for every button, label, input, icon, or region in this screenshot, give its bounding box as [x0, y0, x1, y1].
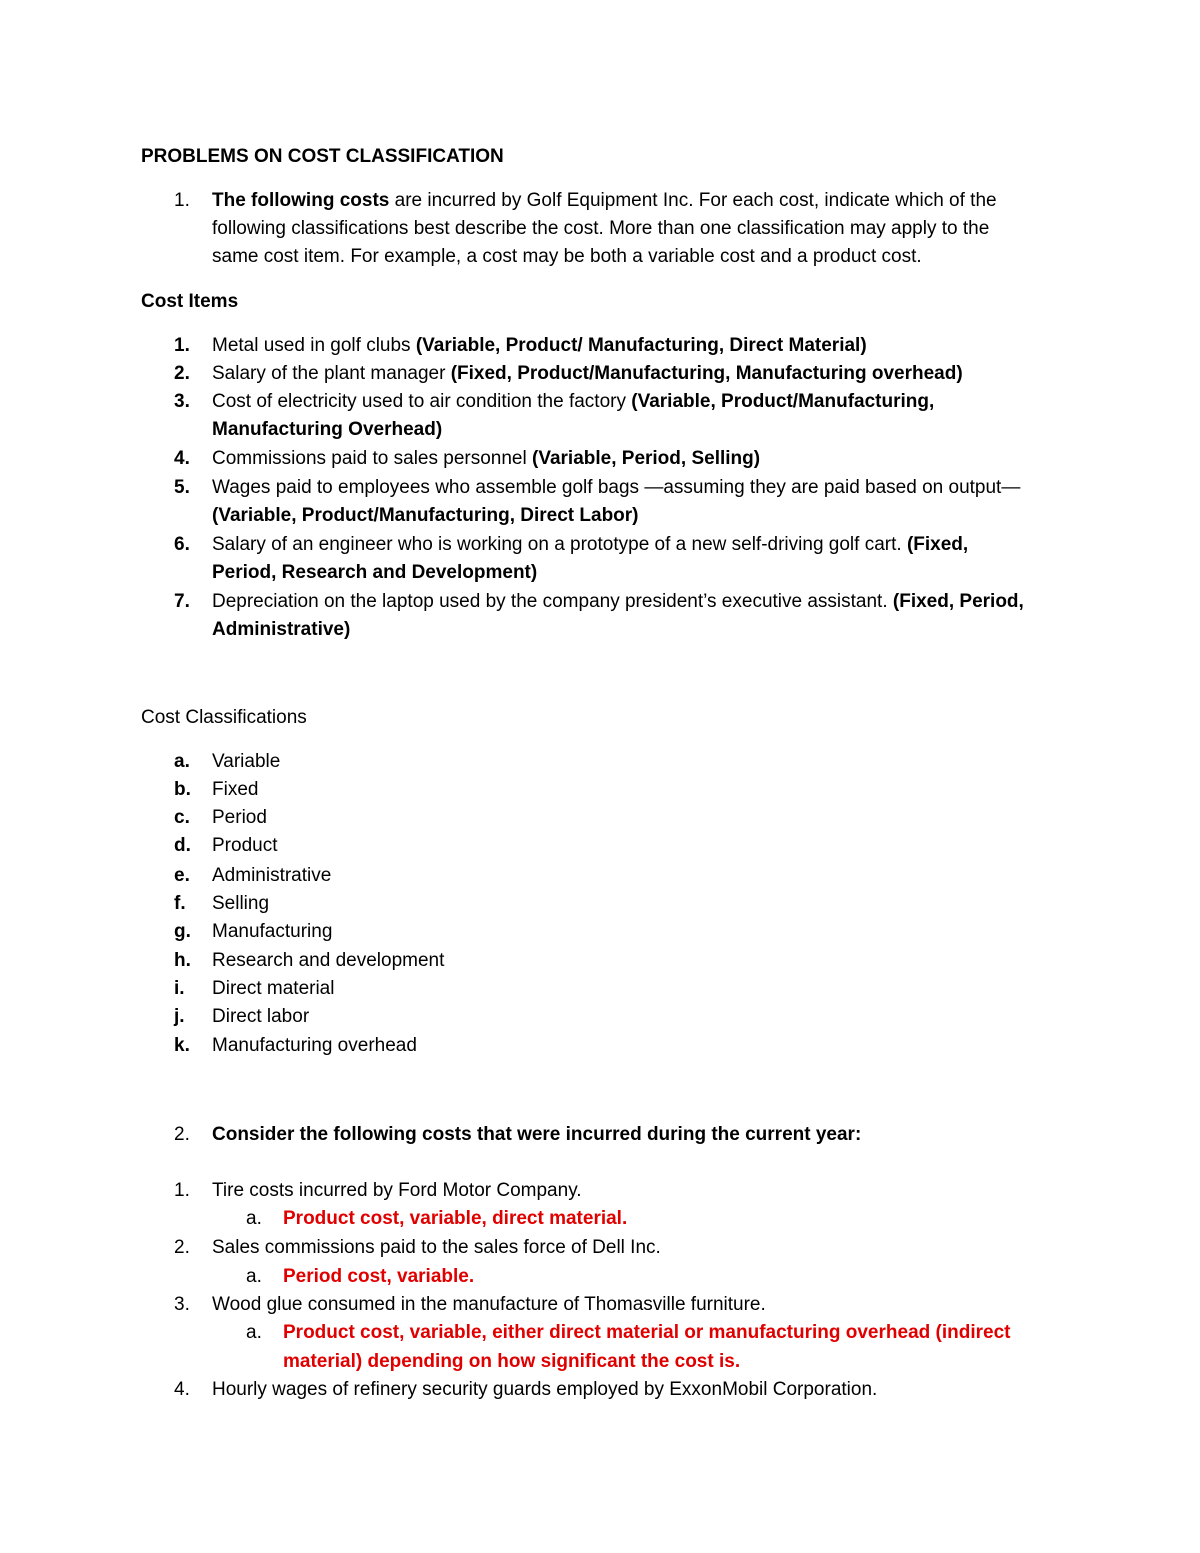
list-item-number: 2. — [174, 363, 190, 384]
problem-1-lead: The following costs — [212, 190, 390, 211]
list-item-letter: a. — [174, 751, 190, 772]
list-item: Period — [212, 807, 267, 828]
answer-text: Period cost, variable. — [283, 1266, 475, 1287]
list-item-letter: j. — [174, 1006, 185, 1027]
list-item: Research and development — [212, 950, 445, 971]
cost-item-answer: (Variable, Product/Manufacturing, — [631, 391, 935, 412]
answer-label: a. — [246, 1266, 262, 1287]
list-item-number: 6. — [174, 534, 190, 555]
cost-item-text: Commissions paid to sales personnel — [212, 448, 532, 469]
list-item-number: 3. — [174, 1294, 190, 1315]
cost-item-answer-continued: Period, Research and Development) — [212, 562, 538, 583]
problem-1-line-1 — [212, 190, 997, 212]
problem-number: 1. — [174, 190, 190, 211]
list-item: Selling — [212, 893, 270, 914]
section-heading-cost-items: Cost Items — [141, 291, 239, 312]
cost-item-text: Depreciation on the laptop used by the company president’s executive assistant. — [212, 591, 893, 612]
problem-1-line-2: following classifications best describe the cost. More than one classification may apply to the — [212, 218, 990, 239]
cost-item-text: Wages paid to employees who assemble golf bags —assuming they are paid based on output— — [212, 477, 1021, 498]
list-item-number: 5. — [174, 477, 190, 498]
list-item-number: 3. — [174, 391, 190, 412]
answer-text-continued: material) depending on how significant the cost is. — [283, 1351, 741, 1372]
list-item — [212, 591, 1024, 613]
page-title: PROBLEMS ON COST CLASSIFICATION — [141, 146, 504, 167]
cost-item-answer-continued: (Variable, Product/Manufacturing, Direct Labor) — [212, 505, 639, 526]
problem-1-line-1-rest: are incurred by Golf Equipment Inc. For each cost, indicate which of the — [389, 190, 997, 211]
cost-item-answer: (Fixed, Period, — [892, 591, 1024, 612]
answer-label: a. — [246, 1322, 262, 1343]
list-item: Manufacturing overhead — [212, 1035, 417, 1056]
list-item-number: 1. — [174, 335, 190, 356]
list-item-letter: d. — [174, 835, 191, 856]
list-item-letter: k. — [174, 1035, 190, 1056]
answer-text: Product cost, variable, direct material. — [283, 1208, 628, 1229]
problem-2-text: Consider the following costs that were incurred during the current year: — [212, 1124, 862, 1145]
list-item: Tire costs incurred by Ford Motor Company. — [212, 1180, 582, 1201]
list-item — [212, 391, 934, 413]
section-heading-classifications: Cost Classifications — [141, 707, 307, 728]
cost-item-answer: (Variable, Product/ Manufacturing, Direct Material) — [415, 335, 867, 356]
list-item: Direct labor — [212, 1006, 310, 1027]
list-item — [212, 534, 968, 556]
list-item: Sales commissions paid to the sales force of Dell Inc. — [212, 1237, 661, 1258]
list-item-letter: f. — [174, 893, 186, 914]
list-item-letter: h. — [174, 950, 191, 971]
cost-item-answer-continued: Manufacturing Overhead) — [212, 419, 443, 440]
cost-item-answer-continued: Administrative) — [212, 619, 351, 640]
list-item: Administrative — [212, 865, 332, 886]
list-item-number: 7. — [174, 591, 190, 612]
list-item: Variable — [212, 751, 281, 772]
list-item-letter: c. — [174, 807, 190, 828]
list-item-number: 2. — [174, 1237, 190, 1258]
list-item-number: 4. — [174, 1379, 190, 1400]
cost-item-answer: (Variable, Period, Selling) — [532, 448, 761, 469]
list-item — [212, 335, 867, 357]
list-item: Hourly wages of refinery security guards employed by ExxonMobil Corporation. — [212, 1379, 878, 1400]
answer-text: Product cost, variable, either direct material or manufacturing overhead (indirect — [283, 1322, 1011, 1343]
list-item: Fixed — [212, 779, 259, 800]
list-item: Product — [212, 835, 278, 856]
list-item: Direct material — [212, 978, 335, 999]
answer-label: a. — [246, 1208, 262, 1229]
cost-item-text: Salary of the plant manager — [212, 363, 451, 384]
cost-item-answer: (Fixed, — [906, 534, 969, 555]
cost-item-answer: (Fixed, Product/Manufacturing, Manufacturing overhead) — [450, 363, 963, 384]
cost-item-text: Cost of electricity used to air condition the factory — [212, 391, 632, 412]
cost-item-text: Metal used in golf clubs — [212, 335, 416, 356]
problem-number: 2. — [174, 1124, 190, 1145]
list-item-letter: b. — [174, 779, 191, 800]
cost-item-text: Salary of an engineer who is working on a prototype of a new self-driving golf cart. — [212, 534, 907, 555]
list-item-letter: i. — [174, 978, 185, 999]
list-item-number: 1. — [174, 1180, 190, 1201]
list-item: Wood glue consumed in the manufacture of Thomasville furniture. — [212, 1294, 766, 1315]
list-item — [212, 363, 963, 385]
list-item-number: 4. — [174, 448, 190, 469]
list-item-letter: g. — [174, 921, 191, 942]
list-item — [212, 448, 760, 470]
list-item-letter: e. — [174, 865, 190, 886]
problem-1-line-3: same cost item. For example, a cost may be both a variable cost and a product cost. — [212, 246, 922, 267]
list-item: Manufacturing — [212, 921, 333, 942]
